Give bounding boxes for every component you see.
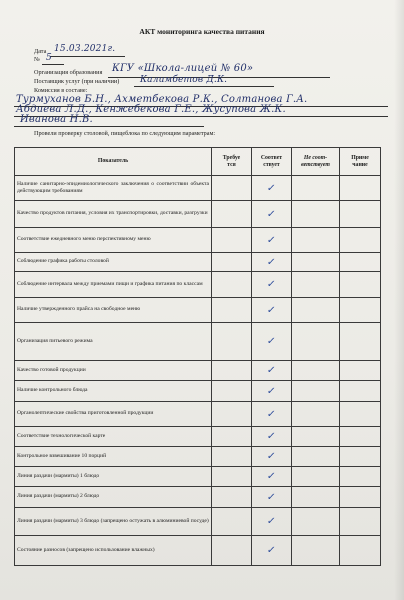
row-not-cell — [292, 487, 340, 508]
row-not-cell — [292, 228, 340, 253]
row-complies-cell — [252, 467, 292, 487]
row-note-cell — [340, 176, 381, 201]
checkmark-icon: ✓ — [266, 491, 277, 503]
row-required-cell — [212, 402, 252, 427]
header-not-complies-text: Не соот- ветствует — [301, 154, 330, 168]
row-note-cell — [340, 508, 381, 536]
row-not-cell — [292, 361, 340, 381]
row-not-cell — [292, 253, 340, 272]
row-indicator: Состояние разносов (запрещено использование влажных) — [15, 536, 212, 566]
row-required-cell — [212, 201, 252, 228]
row-complies-cell — [252, 508, 292, 536]
table-row — [15, 253, 381, 272]
header-required-text: Требуе тся — [222, 154, 241, 168]
commission-label: Комиссия в составе: — [34, 87, 88, 94]
row-complies-cell — [252, 402, 292, 427]
table-row — [15, 508, 381, 536]
header-complies-text: Соответ ствует — [260, 154, 283, 168]
table-row — [15, 536, 381, 566]
checkmark-icon: ✓ — [266, 182, 277, 194]
row-note-cell — [340, 427, 381, 447]
row-complies-cell — [252, 228, 292, 253]
row-indicator: Органолептические свойства приготовленной продукции — [15, 402, 212, 427]
row-required-cell — [212, 272, 252, 298]
checkmark-icon: ✓ — [266, 336, 277, 347]
row-required-cell — [212, 253, 252, 272]
row-not-cell — [292, 508, 340, 536]
row-indicator: Наличие утвержденного прайса на свободное меню — [15, 298, 212, 323]
row-complies-cell — [252, 487, 292, 508]
table-row — [15, 201, 381, 228]
row-note-cell — [340, 487, 381, 508]
row-complies-cell — [252, 201, 292, 228]
checkmark-icon: ✓ — [266, 234, 277, 246]
row-required-cell — [212, 298, 252, 323]
row-required-cell — [212, 381, 252, 402]
row-complies-cell — [252, 361, 292, 381]
row-indicator: Качество готовой продукции — [15, 361, 212, 381]
table-header-row — [15, 148, 381, 176]
row-not-cell — [292, 272, 340, 298]
row-indicator: Наличие санитарно-эпидемиологического заключения о соответствии объекта действующим требованиям — [15, 176, 212, 201]
row-complies-cell — [252, 272, 292, 298]
row-required-cell — [212, 228, 252, 253]
checkmark-icon: ✓ — [266, 408, 277, 420]
table-row — [15, 467, 381, 487]
row-indicator: Соответствие технологической карте — [15, 427, 212, 447]
row-complies-cell — [252, 427, 292, 447]
table-row — [15, 361, 381, 381]
checkmark-icon: ✓ — [266, 431, 277, 442]
header-indicator: Показатель — [15, 148, 212, 176]
row-not-cell — [292, 381, 340, 402]
row-note-cell — [340, 323, 381, 361]
row-note-cell — [340, 228, 381, 253]
row-not-cell — [292, 176, 340, 201]
row-required-cell — [212, 467, 252, 487]
checkmark-icon: ✓ — [266, 516, 277, 527]
row-complies-cell — [252, 176, 292, 201]
row-complies-cell — [252, 323, 292, 361]
checkmark-icon: ✓ — [266, 451, 277, 462]
row-complies-cell — [252, 447, 292, 467]
table-row — [15, 298, 381, 323]
table-row — [15, 272, 381, 298]
row-note-cell — [340, 467, 381, 487]
intro-text: Провели проверку столовой, пищеблока по следующим параметрам: — [34, 130, 216, 137]
header-not-complies — [292, 148, 340, 176]
row-required-cell — [212, 323, 252, 361]
row-note-cell — [340, 447, 381, 467]
number-underline — [42, 64, 64, 65]
row-not-cell — [292, 201, 340, 228]
checkmark-icon: ✓ — [266, 208, 277, 220]
row-note-cell — [340, 201, 381, 228]
header-required — [212, 148, 252, 176]
checkmark-icon: ✓ — [266, 304, 277, 316]
row-not-cell — [292, 467, 340, 487]
row-note-cell — [340, 272, 381, 298]
organization-label: Организация образования — [34, 69, 103, 76]
document-title: АКТ мониторинга качества питания — [139, 27, 265, 36]
header-note-text: Приме чание — [351, 154, 369, 168]
row-required-cell — [212, 176, 252, 201]
table-row — [15, 176, 381, 201]
table-row — [15, 487, 381, 508]
header-complies — [252, 148, 292, 176]
table-row — [15, 402, 381, 427]
checkmark-icon: ✓ — [266, 471, 277, 482]
row-required-cell — [212, 508, 252, 536]
number-label: № — [34, 56, 40, 63]
date-label: Дата — [34, 48, 47, 55]
page-edge-shadow — [394, 0, 404, 600]
row-indicator: Соблюдение интервала между приемами пищи и графика питания по классам — [15, 272, 212, 298]
table-row — [15, 228, 381, 253]
checkmark-icon: ✓ — [266, 365, 277, 376]
row-indicator: Организация питьевого режима — [15, 323, 212, 361]
row-complies-cell — [252, 536, 292, 566]
checkmark-icon: ✓ — [266, 545, 277, 556]
date-value: 15.03.2021г. — [54, 44, 116, 54]
checkmark-icon: ✓ — [266, 256, 277, 268]
supplier-value: Калимбетов Д.К. — [140, 75, 228, 85]
row-indicator: Контрольное взвешивание 10 порций — [15, 447, 212, 467]
table-body — [15, 176, 381, 566]
row-indicator: Линия раздачи (мармиты) 3 блюдо (запрещено остужать в алюминиевой посуде) — [15, 508, 212, 536]
header-note — [340, 148, 381, 176]
row-complies-cell — [252, 381, 292, 402]
number-value: 5 — [46, 53, 52, 63]
table-row — [15, 323, 381, 361]
checkmark-icon: ✓ — [266, 279, 277, 290]
row-required-cell — [212, 536, 252, 566]
row-required-cell — [212, 487, 252, 508]
table-row — [15, 447, 381, 467]
row-complies-cell — [252, 253, 292, 272]
row-note-cell — [340, 381, 381, 402]
row-not-cell — [292, 447, 340, 467]
organization-value: КГУ «Школа-лицей № 60» — [112, 63, 254, 74]
parameters-table — [14, 147, 381, 566]
supplier-label: Поставщик услуг (при наличии) — [34, 78, 120, 85]
commission-line-1: Турмуханов Б.Н., Ахметбекова Р.К., Солтанова Г.А. — [16, 94, 308, 105]
row-required-cell — [212, 361, 252, 381]
commission-line-2: Абдиева Л.Д., Кенжебекова Г.Е., Жусупова Ж.К. — [16, 104, 286, 115]
checkmark-icon: ✓ — [266, 385, 277, 397]
row-not-cell — [292, 298, 340, 323]
row-indicator: Линия раздачи (мармиты) 1 блюдо — [15, 467, 212, 487]
date-underline — [50, 56, 125, 57]
row-complies-cell — [252, 298, 292, 323]
row-indicator: Соблюдение графика работы столовой — [15, 253, 212, 272]
row-not-cell — [292, 427, 340, 447]
row-note-cell — [340, 536, 381, 566]
commission-line-3: Иванова Н.В. — [20, 114, 93, 125]
commission-underline-3 — [14, 126, 204, 127]
row-indicator: Соответствие ежедневного меню перспективному меню — [15, 228, 212, 253]
supplier-underline — [134, 86, 274, 87]
row-indicator: Линия раздачи (мармиты) 2 блюдо — [15, 487, 212, 508]
row-not-cell — [292, 323, 340, 361]
row-required-cell — [212, 447, 252, 467]
table-row — [15, 427, 381, 447]
row-not-cell — [292, 402, 340, 427]
row-required-cell — [212, 427, 252, 447]
row-note-cell — [340, 298, 381, 323]
row-note-cell — [340, 253, 381, 272]
row-indicator: Качество продуктов питания, условия их транспортировки, доставки, разгрузки — [15, 201, 212, 228]
row-not-cell — [292, 536, 340, 566]
table-row — [15, 381, 381, 402]
row-indicator: Наличие контрольного блюда — [15, 381, 212, 402]
row-note-cell — [340, 361, 381, 381]
row-note-cell — [340, 402, 381, 427]
